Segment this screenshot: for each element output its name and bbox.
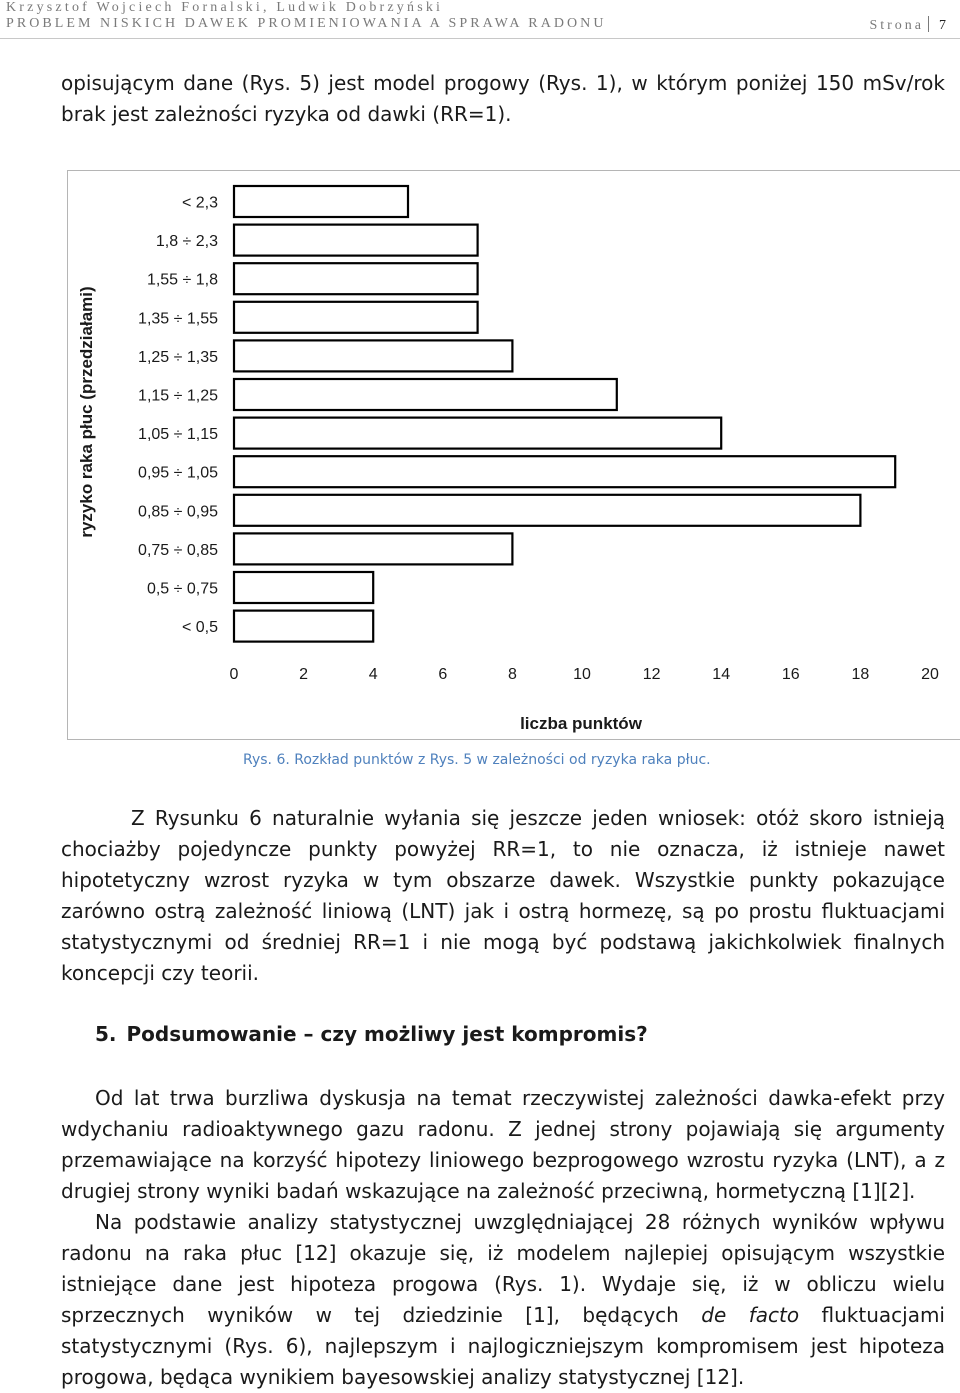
bar <box>234 379 617 410</box>
intro-paragraph: opisującym dane (Rys. 5) jest model progowy (Rys. 1), w którym poniżej 150 mSv/rok brak jest zależności ryzyka od dawki (RR=1). <box>61 71 945 126</box>
y-tick-label: < 0,5 <box>181 619 218 637</box>
x-tick-label: 8 <box>507 666 517 683</box>
bar <box>234 456 895 487</box>
y-tick-label: 0,75 ÷ 0,85 <box>138 541 218 559</box>
page-number: 7 <box>939 18 946 33</box>
y-tick-label: 0,85 ÷ 0,95 <box>138 503 218 521</box>
section-title: Podsumowanie – czy możliwy jest kompromis? <box>126 1022 648 1046</box>
paragraph-3-text-a: Na podstawie analizy statystycznej uwzględniającej 28 różnych wyników wpływu radonu na raka płuc [12] okazuje się, iż modelem najlepiej opisującym wszystkie istniejące dane jest hipoteza progowa (Rys. 1). Wydaje się, iż w obliczu wielu sprzecznych wyników w tej dziedzinie [1], będących <box>61 1210 945 1327</box>
paragraph-2: Od lat trwa burzliwa dyskusja na temat rzeczywistej zależności dawka-efekt przy wdychaniu radioaktywnego gazu radonu. Z jednej strony pojawiają się argumenty przemawiające na korzyść hipotezy liniowego bezprogowego wzrostu ryzyka (LNT), a z drugiej strony wyniki badań wskazujące na zależność przeciwną, hormetyczną [1][2]. <box>61 1086 945 1203</box>
section-number: 5. <box>95 1022 117 1046</box>
paragraph-1: Z Rysunku 6 naturalnie wyłania się jeszcze jeden wniosek: otóż skoro istnieją chociażby pojedyncze punkty powyżej RR=1, to nie oznacza, iż istnieje nawet hipotetyczny wzrost ryzyka w tym obszarze dawek. Wszystkie punkty pokazujące zarówno ostrą zależność liniową (LNT) jak i ostrą hormezę, są po prostu fluktuacjami statystycznymi od średniej RR=1 i nie mogą być podstawą jakichkolwiek finalnych koncepcji czy teorii. <box>61 806 945 985</box>
section-heading <box>95 1022 648 1046</box>
x-tick-label: 2 <box>299 666 309 683</box>
x-tick-label: 18 <box>851 666 870 683</box>
bar <box>234 611 373 642</box>
bar <box>234 418 721 449</box>
bar <box>234 572 373 603</box>
x-tick-label: 6 <box>438 666 448 683</box>
bar <box>234 186 408 217</box>
y-tick-label: 1,8 ÷ 2,3 <box>155 233 218 251</box>
x-tick-label: 20 <box>921 666 939 683</box>
bar <box>234 263 478 294</box>
page-label: Strona <box>869 18 924 33</box>
bar <box>234 533 512 564</box>
bar <box>234 340 512 371</box>
y-tick-label: 0,5 ÷ 0,75 <box>146 580 218 598</box>
y-tick-label: 1,15 ÷ 1,25 <box>138 387 218 405</box>
y-axis-label: ryzyko raka płuc (przedziałami) <box>77 286 96 538</box>
x-axis-label: liczba punktów <box>520 714 642 733</box>
bar <box>234 225 478 256</box>
y-tick-label: < 2,3 <box>181 194 218 212</box>
x-tick-label: 10 <box>573 666 591 683</box>
paragraph-3-italic: de facto <box>701 1303 800 1327</box>
x-tick-label: 12 <box>642 666 661 683</box>
figure-caption: Rys. 6. Rozkład punktów z Rys. 5 w zależności od ryzyka raka płuc. <box>243 752 711 768</box>
header-authors: Krzysztof Wojciech Fornalski, Ludwik Dobrzyński <box>6 0 444 15</box>
y-tick-label: 0,95 ÷ 1,05 <box>138 464 218 482</box>
x-tick-label: 14 <box>712 666 731 683</box>
x-tick-label: 16 <box>781 666 800 683</box>
y-tick-label: 1,55 ÷ 1,8 <box>146 271 218 289</box>
y-tick-label: 1,25 ÷ 1,35 <box>138 348 218 366</box>
paragraph-3 <box>61 1207 945 1393</box>
x-tick-label: 4 <box>368 666 378 683</box>
x-tick-label: 0 <box>229 666 239 683</box>
y-tick-label: 1,35 ÷ 1,55 <box>138 310 218 328</box>
bar <box>234 302 478 333</box>
bar <box>234 495 860 526</box>
paragraph-3-text-b: fluktuacjami statystycznymi (Rys. 6), najlepszym i najlogiczniejszym kompromisem jest hipoteza progowa, będąca wynikiem bayesowskiej analizy statystycznej [12]. <box>61 1303 945 1389</box>
header-title: PROBLEM NISKICH DAWEK PROMIENIOWANIA A SPRAWA RADONU <box>6 16 607 31</box>
y-tick-label: 1,05 ÷ 1,15 <box>138 426 218 444</box>
